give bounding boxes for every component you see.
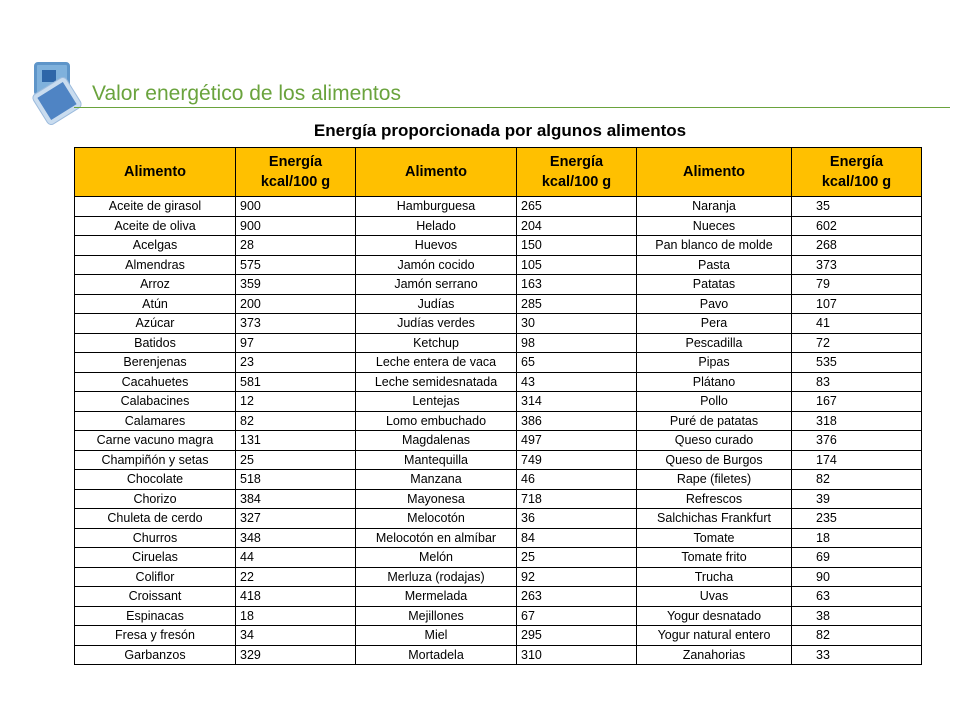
food-name-cell: Acelgas — [75, 236, 236, 256]
food-name-cell: Melocotón en almíbar — [356, 528, 517, 548]
food-name-cell: Lomo embuchado — [356, 411, 517, 431]
food-name-cell: Churros — [75, 528, 236, 548]
food-name-cell: Coliflor — [75, 567, 236, 587]
energy-value-cell: 268 — [792, 236, 922, 256]
food-name-cell: Judías — [356, 294, 517, 314]
food-name-cell: Queso de Burgos — [637, 450, 792, 470]
energy-value-cell: 327 — [236, 509, 356, 529]
energy-value-cell: 67 — [517, 606, 637, 626]
table-row — [75, 294, 922, 314]
energy-value-cell: 25 — [236, 450, 356, 470]
table-row — [75, 216, 922, 236]
header-food-1: Alimento — [75, 148, 236, 197]
energy-value-cell: 97 — [236, 333, 356, 353]
energy-value-cell: 72 — [792, 333, 922, 353]
table-row — [75, 392, 922, 412]
food-name-cell: Mayonesa — [356, 489, 517, 509]
table-row — [75, 626, 922, 646]
energy-value-cell: 359 — [236, 275, 356, 295]
food-name-cell: Berenjenas — [75, 353, 236, 373]
energy-value-cell: 314 — [517, 392, 637, 412]
food-name-cell: Pavo — [637, 294, 792, 314]
table-title: Energía proporcionada por algunos alimentos — [313, 121, 687, 140]
energy-table — [74, 147, 922, 665]
energy-value-cell: 38 — [792, 606, 922, 626]
food-name-cell: Plátano — [637, 372, 792, 392]
energy-value-cell: 535 — [792, 353, 922, 373]
energy-value-cell: 575 — [236, 255, 356, 275]
title-divider — [74, 107, 950, 108]
food-name-cell: Chuleta de cerdo — [75, 509, 236, 529]
food-name-cell: Refrescos — [637, 489, 792, 509]
food-name-cell: Pera — [637, 314, 792, 334]
food-name-cell: Trucha — [637, 567, 792, 587]
table-row — [75, 548, 922, 568]
table-row — [75, 470, 922, 490]
food-name-cell: Melocotón — [356, 509, 517, 529]
food-name-cell: Mantequilla — [356, 450, 517, 470]
food-name-cell: Mortadela — [356, 645, 517, 665]
food-name-cell: Almendras — [75, 255, 236, 275]
table-row — [75, 236, 922, 256]
food-name-cell: Chorizo — [75, 489, 236, 509]
table-row — [75, 450, 922, 470]
energy-value-cell: 900 — [236, 216, 356, 236]
energy-value-cell: 204 — [517, 216, 637, 236]
food-name-cell: Champiñón y setas — [75, 450, 236, 470]
energy-value-cell: 163 — [517, 275, 637, 295]
energy-value-cell: 44 — [236, 548, 356, 568]
energy-value-cell: 23 — [236, 353, 356, 373]
energy-value-cell: 82 — [792, 626, 922, 646]
food-name-cell: Leche semidesnatada — [356, 372, 517, 392]
energy-value-cell: 150 — [517, 236, 637, 256]
food-name-cell: Ketchup — [356, 333, 517, 353]
food-name-cell: Mermelada — [356, 587, 517, 607]
food-name-cell: Pasta — [637, 255, 792, 275]
energy-value-cell: 581 — [236, 372, 356, 392]
energy-value-cell: 318 — [792, 411, 922, 431]
table-row — [75, 353, 922, 373]
food-name-cell: Batidos — [75, 333, 236, 353]
table-row — [75, 372, 922, 392]
food-name-cell: Rape (filetes) — [637, 470, 792, 490]
food-name-cell: Manzana — [356, 470, 517, 490]
energy-value-cell: 105 — [517, 255, 637, 275]
header-energy-3: Energía kcal/100 g — [792, 148, 922, 197]
energy-value-cell: 63 — [792, 587, 922, 607]
energy-value-cell: 285 — [517, 294, 637, 314]
table-row — [75, 509, 922, 529]
food-name-cell: Hamburguesa — [356, 197, 517, 217]
food-name-cell: Cacahuetes — [75, 372, 236, 392]
food-name-cell: Aceite de oliva — [75, 216, 236, 236]
energy-value-cell: 33 — [792, 645, 922, 665]
table-row — [75, 314, 922, 334]
energy-value-cell: 18 — [236, 606, 356, 626]
food-name-cell: Patatas — [637, 275, 792, 295]
food-name-cell: Calamares — [75, 411, 236, 431]
table-row — [75, 567, 922, 587]
table-row — [75, 333, 922, 353]
energy-value-cell: 263 — [517, 587, 637, 607]
food-name-cell: Zanahorias — [637, 645, 792, 665]
energy-value-cell: 46 — [517, 470, 637, 490]
energy-value-cell: 329 — [236, 645, 356, 665]
header-energy-2: Energía kcal/100 g — [517, 148, 637, 197]
energy-value-cell: 384 — [236, 489, 356, 509]
table-row — [75, 275, 922, 295]
energy-value-cell: 235 — [792, 509, 922, 529]
food-name-cell: Helado — [356, 216, 517, 236]
food-name-cell: Leche entera de vaca — [356, 353, 517, 373]
food-name-cell: Merluza (rodajas) — [356, 567, 517, 587]
energy-value-cell: 90 — [792, 567, 922, 587]
food-name-cell: Naranja — [637, 197, 792, 217]
energy-value-cell: 22 — [236, 567, 356, 587]
food-name-cell: Miel — [356, 626, 517, 646]
energy-value-cell: 295 — [517, 626, 637, 646]
food-name-cell: Jamón serrano — [356, 275, 517, 295]
energy-value-cell: 373 — [792, 255, 922, 275]
energy-value-cell: 602 — [792, 216, 922, 236]
table-header-row — [75, 148, 922, 197]
presentation-logo-icon — [30, 58, 82, 128]
energy-value-cell: 348 — [236, 528, 356, 548]
energy-value-cell: 18 — [792, 528, 922, 548]
energy-value-cell: 69 — [792, 548, 922, 568]
energy-value-cell: 25 — [517, 548, 637, 568]
table-row — [75, 645, 922, 665]
food-name-cell: Pan blanco de molde — [637, 236, 792, 256]
energy-value-cell: 518 — [236, 470, 356, 490]
energy-value-cell: 497 — [517, 431, 637, 451]
food-name-cell: Arroz — [75, 275, 236, 295]
energy-value-cell: 41 — [792, 314, 922, 334]
energy-value-cell: 65 — [517, 353, 637, 373]
energy-value-cell: 373 — [236, 314, 356, 334]
food-name-cell: Croissant — [75, 587, 236, 607]
energy-value-cell: 98 — [517, 333, 637, 353]
food-name-cell: Melón — [356, 548, 517, 568]
energy-value-cell: 174 — [792, 450, 922, 470]
food-name-cell: Jamón cocido — [356, 255, 517, 275]
food-name-cell: Atún — [75, 294, 236, 314]
food-name-cell: Pipas — [637, 353, 792, 373]
energy-value-cell: 107 — [792, 294, 922, 314]
food-name-cell: Garbanzos — [75, 645, 236, 665]
food-name-cell: Aceite de girasol — [75, 197, 236, 217]
food-name-cell: Carne vacuno magra — [75, 431, 236, 451]
energy-value-cell: 82 — [236, 411, 356, 431]
energy-value-cell: 82 — [792, 470, 922, 490]
energy-value-cell: 36 — [517, 509, 637, 529]
food-name-cell: Tomate frito — [637, 548, 792, 568]
food-name-cell: Salchichas Frankfurt — [637, 509, 792, 529]
food-name-cell: Uvas — [637, 587, 792, 607]
food-name-cell: Fresa y fresón — [75, 626, 236, 646]
energy-value-cell: 418 — [236, 587, 356, 607]
energy-value-cell: 131 — [236, 431, 356, 451]
energy-value-cell: 167 — [792, 392, 922, 412]
table-row — [75, 431, 922, 451]
food-name-cell: Chocolate — [75, 470, 236, 490]
header-food-2: Alimento — [356, 148, 517, 197]
energy-value-cell: 12 — [236, 392, 356, 412]
food-name-cell: Espinacas — [75, 606, 236, 626]
header-energy-1: Energía kcal/100 g — [236, 148, 356, 197]
energy-value-cell: 84 — [517, 528, 637, 548]
food-name-cell: Lentejas — [356, 392, 517, 412]
table-row — [75, 528, 922, 548]
food-name-cell: Yogur desnatado — [637, 606, 792, 626]
energy-value-cell: 43 — [517, 372, 637, 392]
energy-value-cell: 900 — [236, 197, 356, 217]
energy-value-cell: 79 — [792, 275, 922, 295]
energy-value-cell: 34 — [236, 626, 356, 646]
food-name-cell: Azúcar — [75, 314, 236, 334]
energy-value-cell: 376 — [792, 431, 922, 451]
energy-value-cell: 749 — [517, 450, 637, 470]
energy-value-cell: 39 — [792, 489, 922, 509]
food-name-cell: Huevos — [356, 236, 517, 256]
energy-value-cell: 35 — [792, 197, 922, 217]
header-food-3: Alimento — [637, 148, 792, 197]
table-row — [75, 255, 922, 275]
food-name-cell: Yogur natural entero — [637, 626, 792, 646]
food-name-cell: Mejillones — [356, 606, 517, 626]
energy-value-cell: 200 — [236, 294, 356, 314]
table-row — [75, 411, 922, 431]
slide-title: Valor energético de los alimentos — [92, 82, 401, 105]
table-body — [75, 197, 922, 665]
food-name-cell: Pollo — [637, 392, 792, 412]
energy-value-cell: 718 — [517, 489, 637, 509]
energy-value-cell: 28 — [236, 236, 356, 256]
energy-value-cell: 30 — [517, 314, 637, 334]
food-name-cell: Calabacines — [75, 392, 236, 412]
table-row — [75, 587, 922, 607]
food-name-cell: Nueces — [637, 216, 792, 236]
energy-value-cell: 310 — [517, 645, 637, 665]
energy-value-cell: 83 — [792, 372, 922, 392]
food-name-cell: Judías verdes — [356, 314, 517, 334]
energy-value-cell: 265 — [517, 197, 637, 217]
table-row — [75, 489, 922, 509]
food-name-cell: Tomate — [637, 528, 792, 548]
food-name-cell: Ciruelas — [75, 548, 236, 568]
table-row — [75, 197, 922, 217]
food-name-cell: Puré de patatas — [637, 411, 792, 431]
food-name-cell: Pescadilla — [637, 333, 792, 353]
energy-value-cell: 386 — [517, 411, 637, 431]
food-name-cell: Queso curado — [637, 431, 792, 451]
table-row — [75, 606, 922, 626]
energy-value-cell: 92 — [517, 567, 637, 587]
food-name-cell: Magdalenas — [356, 431, 517, 451]
